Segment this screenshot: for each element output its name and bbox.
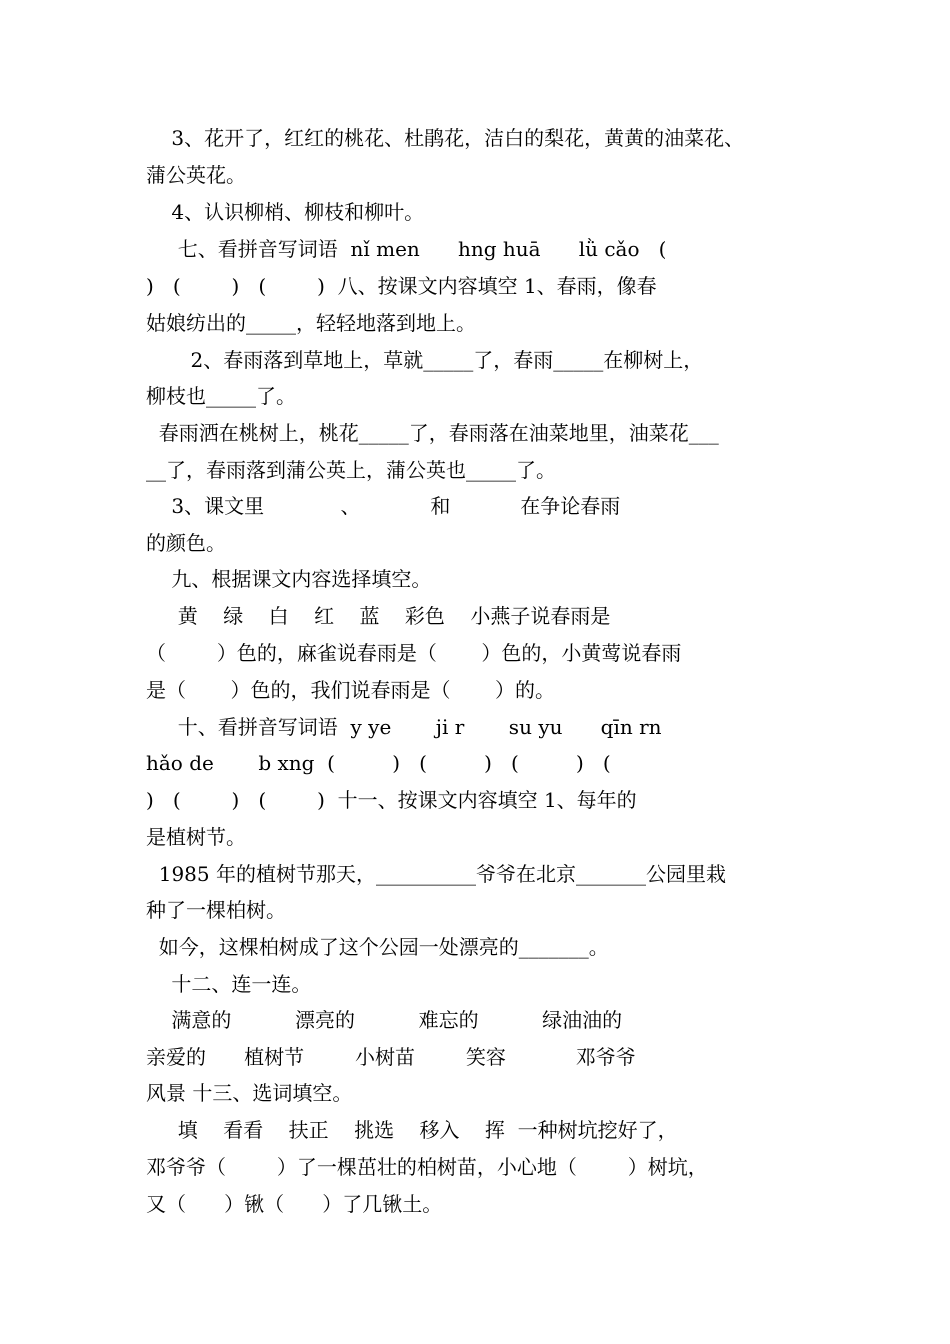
text-line: 七、看拼音写词语 nǐ men hng huā lǜ cǎo ( [146,237,667,261]
text-line: 十、看拼音写词语 y ye ji r su yu qīn rn [146,715,662,739]
text-line: 如今，这棵柏树成了这个公园一处漂亮的_______。 [146,935,609,959]
text-line: 3、花开了，红红的桃花、杜鹃花，洁白的梨花，黄黄的油菜花、 [146,126,745,150]
text-line: 亲爱的 植树节 小树苗 笑容 邓爷爷 [146,1045,636,1069]
text-line: 风景 十三、选词填空。 [146,1081,353,1105]
text-line: 种了一棵柏树。 [146,898,286,922]
text-line: 3、课文里 、 和 在争论春雨 [146,494,621,518]
text-line: 满意的 漂亮的 难忘的 绿油油的 [146,1008,623,1032]
text-line: 的颜色。 [146,531,226,555]
text-line: 柳枝也_____了。 [146,384,296,408]
text-line: __了，春雨落到蒲公英上，蒲公英也_____了。 [146,458,556,482]
text-line: 2、春雨落到草地上，草就_____了，春雨_____在柳树上， [146,348,704,372]
text-line: 九、根据课文内容选择填空。 [146,567,432,591]
text-line: 黄 绿 白 红 蓝 彩色 小燕子说春雨是 [146,604,611,628]
text-line: （ ）色的，麻雀说春雨是（ ）色的，小黄莺说春雨 [146,641,682,665]
text-line: 春雨洒在桃树上，桃花_____了，春雨落在油菜地里，油菜花___ [146,421,719,445]
text-line: 填 看看 扶正 挑选 移入 挥 一种树坑挖好了， [146,1118,678,1142]
text-line: hǎo de b xng ( ) ( ) ( ) ( [146,751,611,775]
text-line: 邓爷爷（ ）了一棵茁壮的柏树苗，小心地（ ）树坑， [146,1155,708,1179]
text-line: 又（ ）锹（ ）了几锹土。 [146,1192,443,1216]
text-line: 姑娘纺出的_____，轻轻地落到地上。 [146,311,476,335]
text-line: 4、认识柳梢、柳枝和柳叶。 [146,200,425,224]
text-line: 是植树节。 [146,825,246,849]
text-line: ) ( ) ( ) 八、按课文内容填空 1、春雨，像春 [146,274,657,298]
text-line: 是（ ）色的，我们说春雨是（ ）的。 [146,678,556,702]
text-line: 蒲公英花。 [146,163,246,187]
text-line: ) ( ) ( ) 十一、按课文内容填空 1、每年的 [146,788,637,812]
text-line: 十二、连一连。 [146,972,312,996]
text-line: 1985 年的植树节那天，__________爷爷在北京_______公园里栽 [146,862,726,886]
